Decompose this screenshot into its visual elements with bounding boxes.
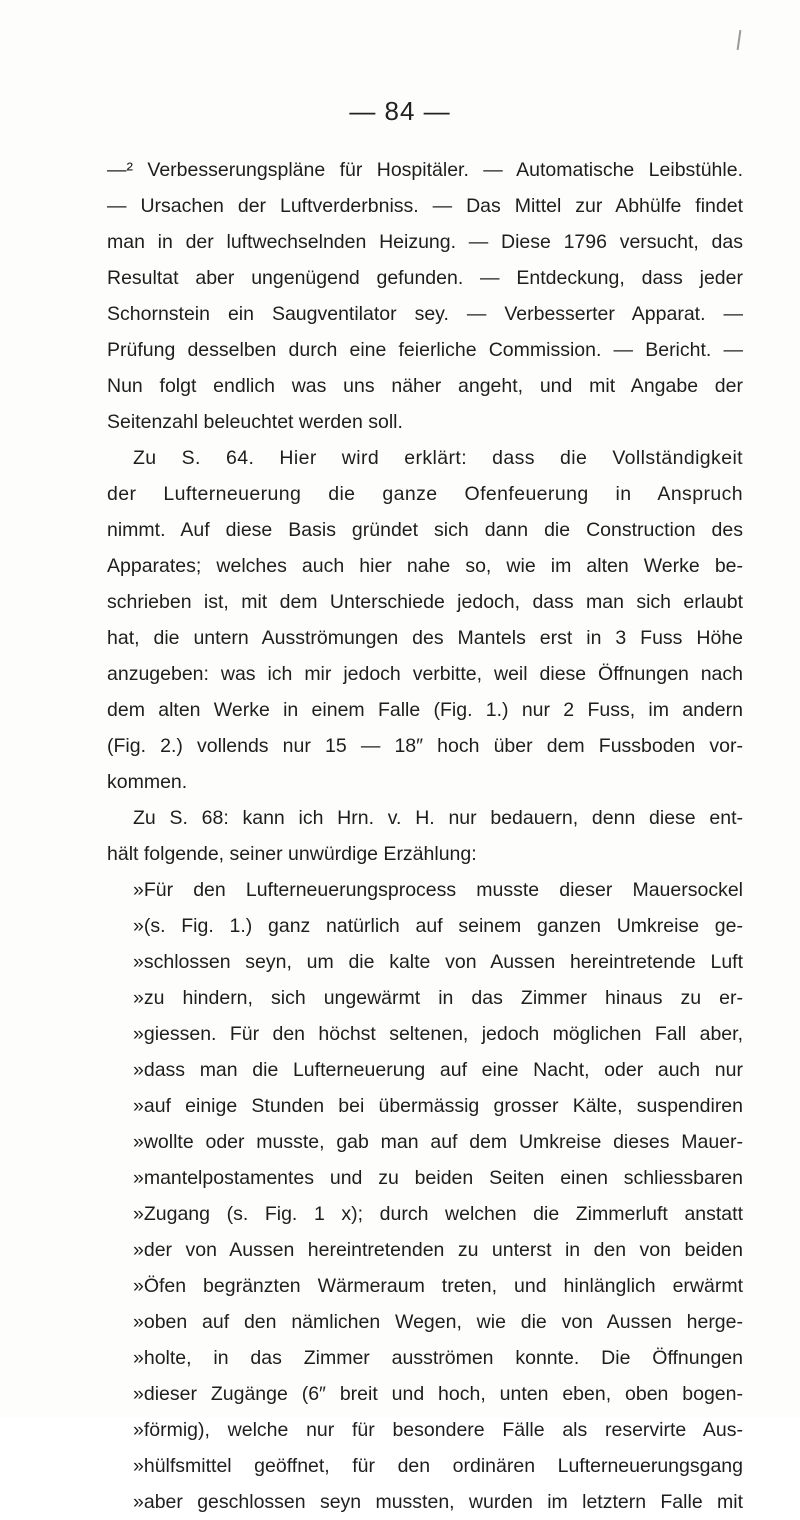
quote-line: »(s. Fig. 1.) ganz natürlich auf seinem ganzen Umkreise ge- xyxy=(133,915,743,937)
quote-line: »hülfsmittel geöffnet, für den ordinären Lufterneuerungsgang xyxy=(133,1455,743,1477)
quote-line: »auf einige Stunden bei übermässig grosser Kälte, suspendiren xyxy=(133,1095,743,1117)
body-text xyxy=(107,152,743,1520)
text-line: hat, die untern Ausströmungen des Mantels erst in 3 Fuss Höhe xyxy=(107,627,743,649)
text-line: nimmt. Auf diese Basis gründet sich dann die Construction des xyxy=(107,519,743,541)
text-line: — Ursachen der Luftverderbniss. — Das Mittel zur Abhülfe findet xyxy=(107,195,743,217)
text-line: Nun folgt endlich was uns näher angeht, und mit Angabe der xyxy=(107,375,743,397)
text-line: der Lufterneuerung die ganze Ofenfeuerung in Anspruch xyxy=(107,483,743,505)
text-line: Seitenzahl beleuchtet werden soll. xyxy=(107,411,403,433)
text-line: anzugeben: was ich mir jedoch verbitte, weil diese Öffnungen nach xyxy=(107,663,743,685)
text-line: dem alten Werke in einem Falle (Fig. 1.) nur 2 Fuss, im andern xyxy=(107,699,743,721)
quote-line: »holte, in das Zimmer ausströmen konnte. Die Öffnungen xyxy=(133,1347,743,1369)
text-line: schrieben ist, mit dem Unterschiede jedoch, dass man sich erlaubt xyxy=(107,591,743,613)
quote-line: »dieser Zugänge (6″ breit und hoch, unten eben, oben bogen- xyxy=(133,1383,743,1405)
quote-line: »aber geschlossen seyn mussten, wurden im letztern Falle mit xyxy=(133,1491,743,1513)
quote-line: »zu hindern, sich ungewärmt in das Zimmer hinaus zu er- xyxy=(133,987,743,1009)
quote-line: »schlossen seyn, um die kalte von Aussen hereintretende Luft xyxy=(133,951,743,973)
text-line: Resultat aber ungenügend gefunden. — Entdeckung, dass jeder xyxy=(107,267,743,289)
paragraph-start: Zu S. 68: kann ich Hrn. v. H. nur bedauern, denn diese ent- xyxy=(133,807,743,829)
text-line: Schornstein ein Saugventilator sey. — Verbesserter Apparat. — xyxy=(107,303,743,325)
quote-line: »oben auf den nämlichen Wegen, wie die von Aussen herge- xyxy=(133,1311,743,1333)
quote-line: »mantelpostamentes und zu beiden Seiten einen schliessbaren xyxy=(133,1167,743,1189)
text-line: —² Verbesserungspläne für Hospitäler. — Automatische Leibstühle. xyxy=(107,159,743,181)
quote-line: »Für den Lufterneuerungsprocess musste dieser Mauersockel xyxy=(133,879,743,901)
paragraph-start: Zu S. 64. Hier wird erklärt: dass die Vollständigkeit xyxy=(133,447,743,469)
quote-line: »Zugang (s. Fig. 1 x); durch welchen die Zimmerluft anstatt xyxy=(133,1203,743,1225)
quote-line: »dass man die Lufterneuerung auf eine Nacht, oder auch nur xyxy=(133,1059,743,1081)
page-number-header: — 84 — xyxy=(349,96,451,126)
text-line: hält folgende, seiner unwürdige Erzählung: xyxy=(107,843,477,865)
text-line: man in der luftwechselnden Heizung. — Diese 1796 versucht, das xyxy=(107,231,743,253)
text-line: (Fig. 2.) vollends nur 15 — 18″ hoch über dem Fussboden vor- xyxy=(107,735,743,757)
scan-mark xyxy=(737,30,742,50)
quote-line: »Öfen begränzten Wärmeraum treten, und hinlänglich erwärmt xyxy=(133,1275,743,1297)
quote-line: »förmig), welche nur für besondere Fälle als reservirte Aus- xyxy=(133,1419,743,1441)
quote-line: »der von Aussen hereintretenden zu unterst in den von beiden xyxy=(133,1239,743,1261)
quote-line: »wollte oder musste, gab man auf dem Umkreise dieses Mauer- xyxy=(133,1131,743,1153)
text-line: Prüfung desselben durch eine feierliche Commission. — Bericht. — xyxy=(107,339,743,361)
quote-line: »giessen. Für den höchst seltenen, jedoch möglichen Fall aber, xyxy=(133,1023,743,1045)
text-line: Apparates; welches auch hier nahe so, wie im alten Werke be- xyxy=(107,555,743,577)
text-line: kommen. xyxy=(107,771,188,793)
